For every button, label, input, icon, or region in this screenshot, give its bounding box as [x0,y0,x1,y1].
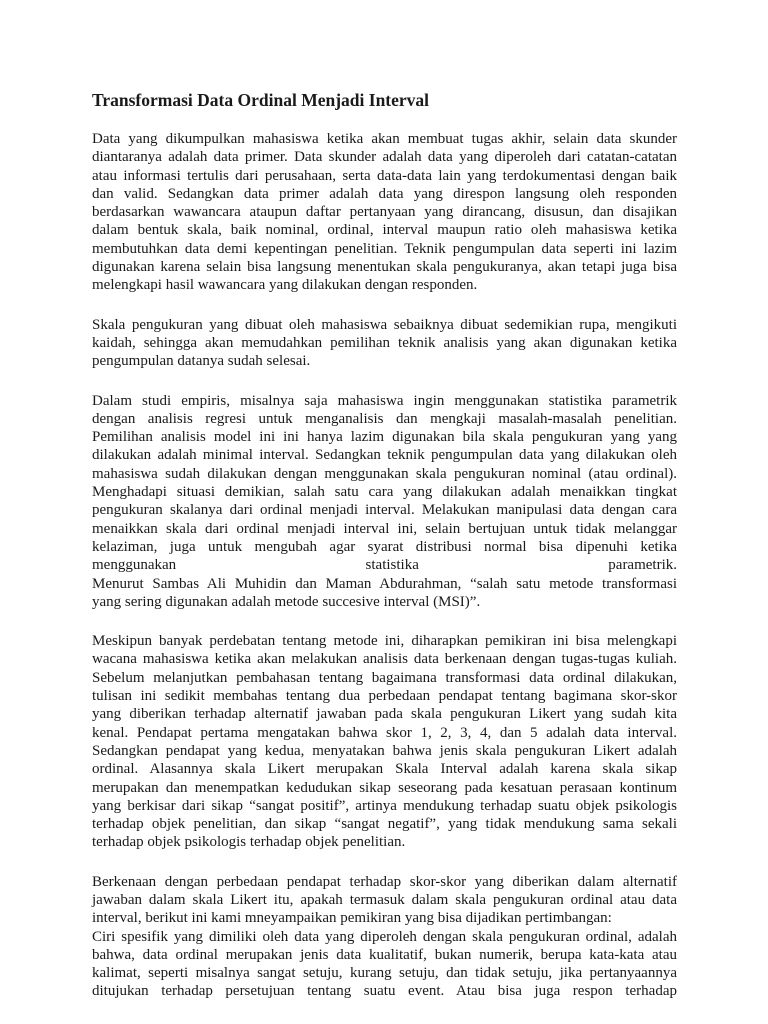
text-line: kaidah, sehingga akan memudahkan pemilihan teknik analisis yang akan digunakan ketika [92,334,677,351]
text-line: mahasiswa sudah dilakukan dengan menggunakan skala pengukuran nominal (atau ordinal). [92,465,677,482]
text-line: bahwa, data ordinal merupakan jenis data kualitatif, bukan numerik, berupa kata-kata atau [92,946,677,963]
paragraph-5 [92,873,677,1001]
paragraph-3 [92,392,677,612]
text-line: membutuhkan data demi kepentingan penelitian. Teknik pengumpulan data seperti ini lazim [92,240,677,257]
paragraph-1 [92,130,677,295]
text-line: dengan analisis regresi untuk menganalisis dan mengkaji masalah-masalah penelitian. [92,410,677,427]
text-line: kalimat, seperti misalnya sangat setuju, kurang setuju, dan tidak setuju, jika pertanyaannya [92,965,677,982]
text-line: berdasarkan wawancara ataupun daftar pertanyaan yang dirancang, disusun, dan disajikan [92,204,677,221]
text-line: Menurut Sambas Ali Muhidin dan Maman Abdurahman, “salah satu metode transformasi [92,575,677,592]
text-line: menggunakan statistika parametrik. [92,557,677,574]
text-line: tulisan ini sedikit membahas tentang dua perbedaan pendapat tentang bagimana skor-skor [92,688,677,705]
text-line: terhadap objek psikologis terhadap objek penelitian. [92,834,406,851]
text-line: dan valid. Sedangkan data primer adalah data yang direspon langsung oleh responden [92,185,677,202]
text-line: kenal. Pendapat pertama mengatakan bahwa skor 1, 2, 3, 4, dan 5 adalah data interval. [92,724,677,741]
text-line: wacana mahasiswa ketika akan melakukan analisis data berkenaan dengan tugas-tugas kuliah. [92,651,677,668]
text-line: Pemilihan analisis model ini ini hanya lazim digunakan bila skala pengukuran yang yang [92,429,677,446]
text-line: pengumpulan datanya sudah selesai. [92,353,311,370]
text-line: atau informasi tertulis dari perusahaan, serta data-data lain yang terdokumentasi dengan baik [92,167,677,184]
text-line: Dalam studi empiris, misalnya saja mahasiswa ingin menggunakan statistika parametrik [92,392,677,409]
text-line: Sedangkan pendapat yang kedua, menyatakan bahwa jenis skala pengukuran Likert adalah [92,742,677,759]
text-line: dilakukan adalah minimal interval. Sedangkan teknik pengumpulan data yang dilakukan oleh [92,447,677,464]
text-line: melengkapi hasil wawancara yang dilakukan dengan responden. [92,277,478,294]
text-line: interval, berikut ini kami mneyampaikan pemikiran yang bisa dijadikan pertimbangan: [92,910,612,927]
text-line: yang berkisar dari sikap “sangat positif”, artinya mendukung terhadap suatu objek psikologis [92,797,677,814]
document-title: Transformasi Data Ordinal Menjadi Interval [92,90,430,110]
text-line: jawaban dalam skala Likert itu, apakah termasuk dalam skala pengukuran ordinal atau data [92,891,677,908]
text-line: yang diberikan terhadap alternatif jawaban pada skala pengukuran Likert yang sudah kita [92,706,677,723]
text-line: diantaranya adalah data primer. Data skunder adalah data yang diperoleh dari catatan-catatan [92,149,677,166]
text-line: Meskipun banyak perdebatan tentang metode ini, diharapkan pemikiran ini bisa melengkapi [92,633,677,650]
text-line: terhadap objek penelitian, dan sikap “sangat negatif”, yang tidak mendukung sama sekali [92,816,677,833]
text-line: yang sering digunakan adalah metode succesive interval (MSI)”. [92,593,481,610]
document-page [92,88,677,1022]
text-line: Ciri spesifik yang dimiliki oleh data yang diperoleh dengan skala pengukuran ordinal, adalah [92,928,677,945]
text-line: Menghadapi situasi demikian, salah satu cara yang dilakukan adalah menaikkan tingkat [92,484,677,501]
text-line: digunakan karena selain bisa langsung menentukan skala pengukuranya, akan tetapi juga bisa [92,259,677,276]
text-line: menaikkan skala dari ordinal menjadi interval ini, selain bertujuan untuk tidak melanggar [92,520,677,537]
text-line: dalam bentuk skala, baik nominal, ordinal, interval maupun ratio oleh mahasiswa ketika [92,222,677,239]
text-line: ordinal. Alasannya skala Likert merupakan Skala Interval adalah karena skala sikap [92,761,677,778]
paragraph-4 [92,632,677,852]
text-line: merupakan dan menempatkan kedudukan sikap seseorang pada kesatuan perasaan kontinum [92,779,677,796]
paragraph-2 [92,316,677,371]
text-line: Sebelum melanjutkan pembahasan tentang bagaimana transformasi data ordinal dilakukan, [92,669,677,686]
text-line: Data yang dikumpulkan mahasiswa ketika akan membuat tugas akhir, selain data skunder [92,131,677,147]
text-line: ditujukan terhadap persetujuan tentang suatu event. Atau bisa juga respon terhadap [92,983,677,1000]
text-line: Skala pengukuran yang dibuat oleh mahasiswa sebaiknya dibuat sedemikian rupa, mengikuti [92,316,677,333]
text-line: pengukuran skalanya dari ordinal menjadi interval. Melakukan manipulasi data dengan cara [92,502,677,519]
text-line: kelaziman, juga untuk mengubah agar syarat distribusi normal bisa dipenuhi ketika [92,538,677,555]
text-line: Berkenaan dengan perbedaan pendapat terhadap skor-skor yang diberikan dalam alternatif [92,873,677,890]
